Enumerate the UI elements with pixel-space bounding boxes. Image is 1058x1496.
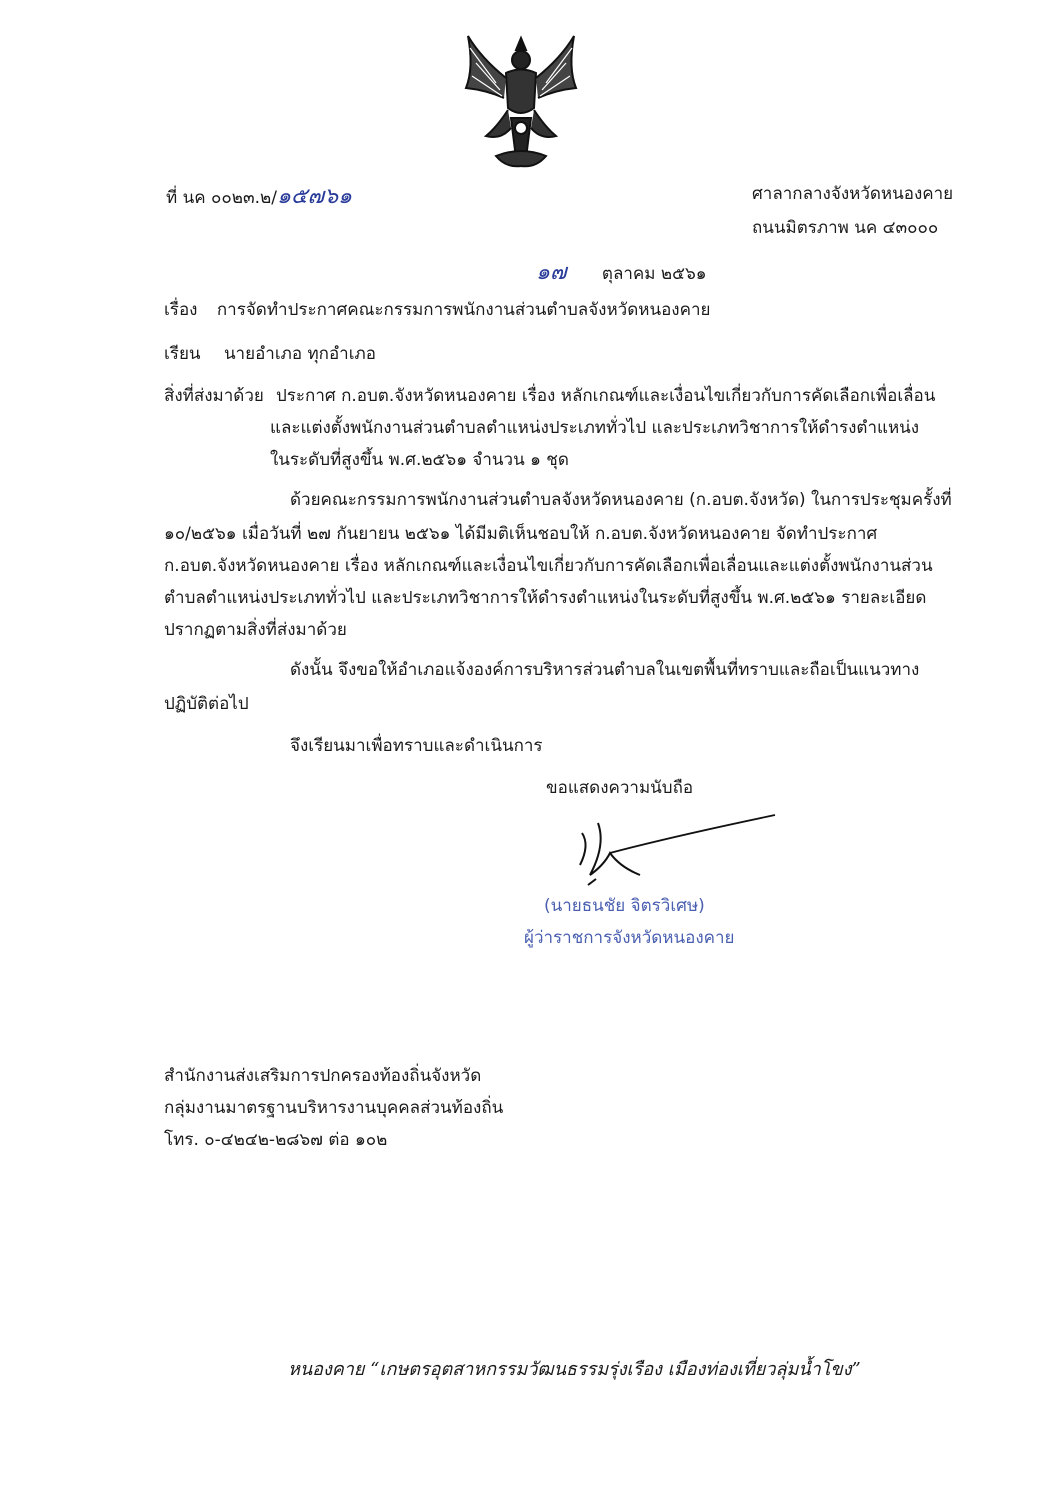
body-para1-line4: ตำบลตำแหน่งประเภททั่วไป และประเภทวิชาการให้ดำรงตำแหน่งในระดับที่สูงขึ้น พ.ศ.๒๕๖๑ รายละเอียด [164, 588, 927, 608]
regards: ขอแสดงความนับถือ [546, 778, 694, 798]
signatory-name: (นายธนชัย จิตรวิเศษ) [544, 896, 705, 916]
body-para1-line5: ปรากฏตามสิ่งที่ส่งมาด้วย [164, 620, 347, 640]
office-address-line1: ศาลากลางจังหวัดหนองคาย [752, 184, 954, 204]
garuda-emblem-icon [456, 28, 586, 178]
subject-line [164, 296, 710, 323]
body-para2-line2: ปฏิบัติต่อไป [164, 694, 249, 714]
enclosure-line3: ในระดับที่สูงขึ้น พ.ศ.๒๕๖๑ จำนวน ๑ ชุด [270, 450, 569, 470]
document-number-handwritten: ๑๕๗๖๑ [276, 184, 353, 209]
date-month-year: ตุลาคม ๒๕๖๑ [601, 264, 707, 284]
document-number [166, 178, 352, 213]
closing-sentence: จึงเรียนมาเพื่อทราบและดำเนินการ [290, 736, 543, 756]
contact-division: กลุ่มงานมาตรฐานบริหารงานบุคคลส่วนท้องถิ่น [164, 1098, 504, 1118]
enclosure-line2: และแต่งตั้งพนักงานส่วนตำบลตำแหน่งประเภททั่วไป และประเภทวิชาการให้ดำรงตำแหน่ง [270, 418, 920, 438]
salutation-text: นายอำเภอ ทุกอำเภอ [223, 344, 376, 364]
document-date [536, 254, 707, 289]
body-para2-line1: ดังนั้น จึงขอให้อำเภอแจ้งองค์การบริหารส่วนตำบลในเขตพื้นที่ทราบและถือเป็นแนวทาง [290, 660, 920, 680]
document-number-prefix: ที่ นค ๐๐๒๓.๒/ [166, 188, 277, 208]
subject-label: เรื่อง [164, 300, 198, 320]
footer-slogan: หนองคาย “เกษตรอุตสาหกรรมวัฒนธรรมรุ่งเรือง เมืองท่องเที่ยวลุ่มน้ำโขง” [288, 1359, 861, 1380]
salutation-line [164, 340, 376, 367]
body-para1-line2: ๑๐/๒๕๖๑ เมื่อวันที่ ๒๗ กันยายน ๒๕๖๑ ได้มีมติเห็นชอบให้ ก.อบต.จังหวัดหนองคาย จัดทำประกาศ [164, 524, 878, 544]
signature-icon [560, 805, 780, 900]
salutation-label: เรียน [164, 344, 201, 364]
signatory-position: ผู้ว่าราชการจังหวัดหนองคาย [524, 928, 735, 948]
office-address-line2: ถนนมิตรภาพ นค ๔๓๐๐๐ [752, 218, 939, 238]
contact-phone: โทร. ๐-๔๒๔๒-๒๘๖๗ ต่อ ๑๐๒ [164, 1130, 388, 1150]
contact-office: สำนักงานส่งเสริมการปกครองท้องถิ่นจังหวัด [164, 1066, 482, 1086]
body-para1-line1: ด้วยคณะกรรมการพนักงานส่วนตำบลจังหวัดหนองคาย (ก.อบต.จังหวัด) ในการประชุมครั้งที่ [290, 490, 952, 510]
date-day-handwritten: ๑๗ [536, 260, 567, 285]
body-para1-line3: ก.อบต.จังหวัดหนองคาย เรื่อง หลักเกณฑ์และเงื่อนไขเกี่ยวกับการคัดเลือกเพื่อเลื่อนและแต่งตั้งพนักงานส่วน [164, 556, 933, 576]
enclosure-label: สิ่งที่ส่งมาด้วย [164, 386, 264, 406]
enclosure-line1: ประกาศ ก.อบต.จังหวัดหนองคาย เรื่อง หลักเกณฑ์และเงื่อนไขเกี่ยวกับการคัดเลือกเพื่อเลื่อน [276, 386, 936, 406]
subject-text: การจัดทำประกาศคณะกรรมการพนักงานส่วนตำบลจังหวัดหนองคาย [216, 300, 711, 320]
